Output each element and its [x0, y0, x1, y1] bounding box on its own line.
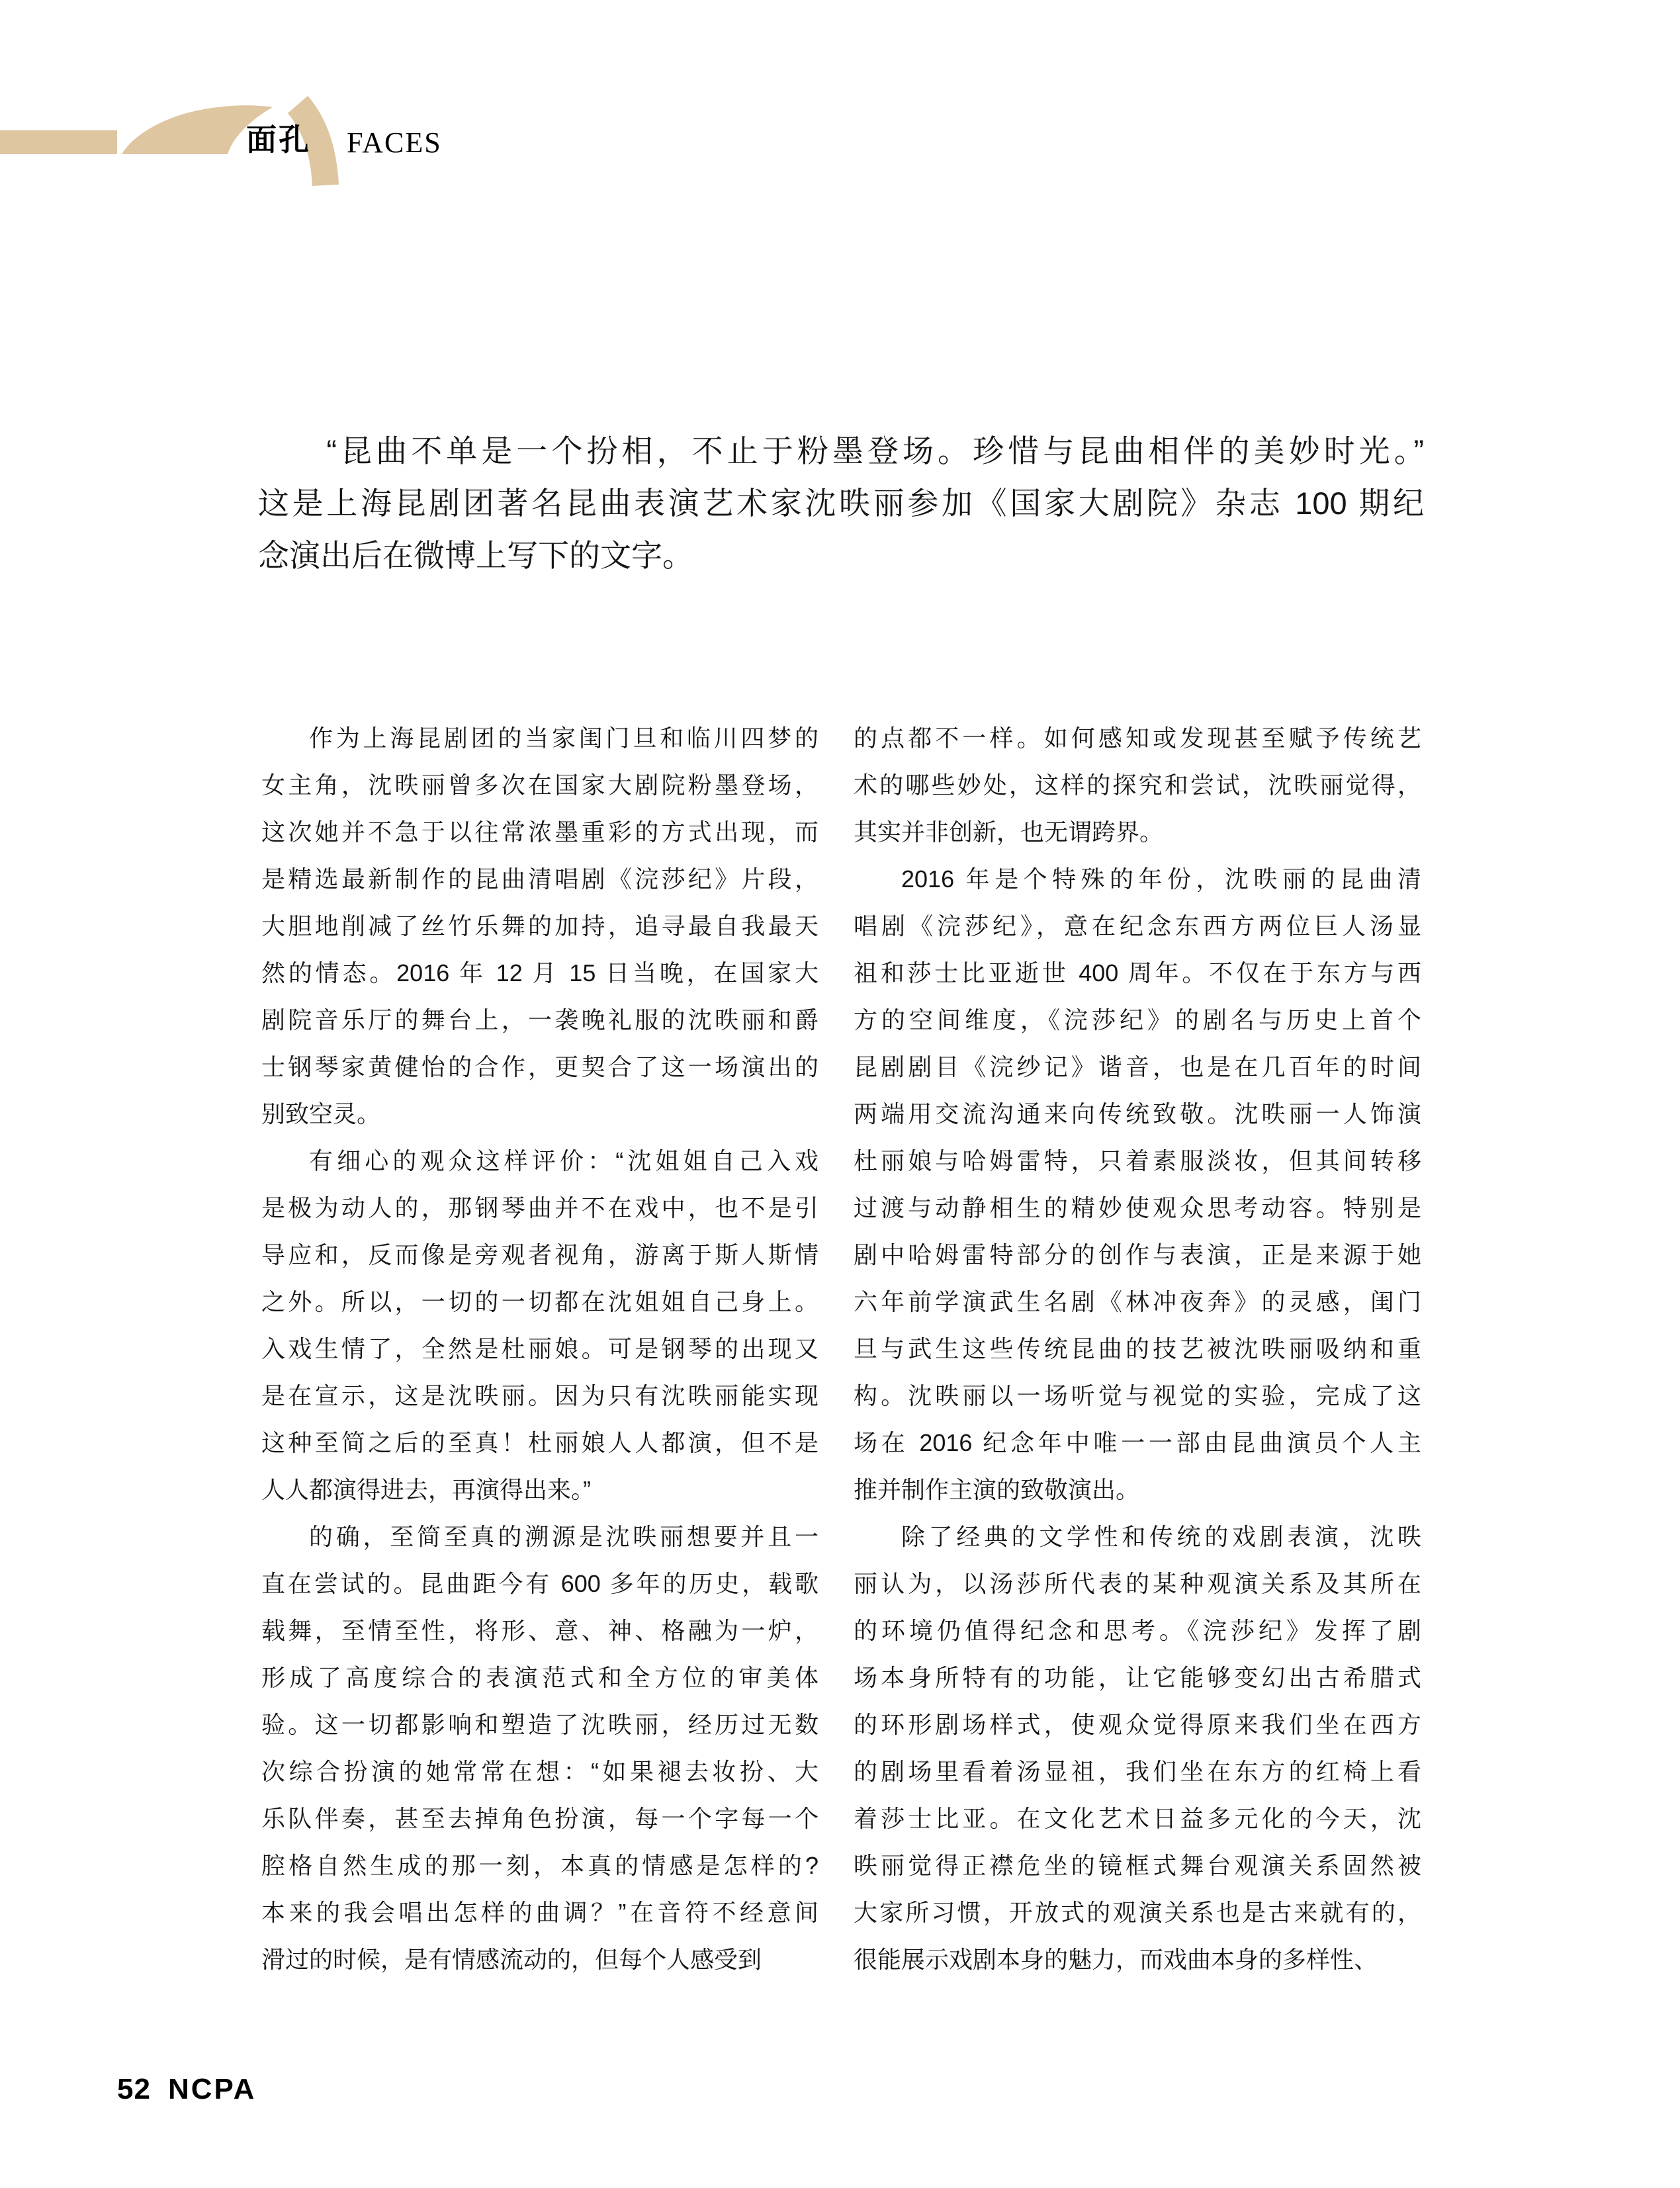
text-line: 是在宣示，这是沈昳丽。因为只有沈昳丽能实现: [261, 1382, 818, 1409]
text-line: 术的哪些妙处，这样的探究和尝试，沈昳丽觉得，: [854, 771, 1421, 799]
text-line: 是精选最新制作的昆曲清唱剧《浣莎纪》片段，: [261, 865, 818, 893]
text-line: 的环形剧场样式，使观众觉得原来我们坐在西方: [854, 1711, 1421, 1738]
text-line: 除了经典的文学性和传统的戏剧表演，沈昳: [901, 1523, 1421, 1550]
text-line: 场在 2016 纪念年中唯一一部由昆曲演员个人主: [854, 1429, 1421, 1456]
text-line: 其实并非创新，也无谓跨界。: [854, 818, 1164, 846]
text-line: 大胆地削减了丝竹乐舞的加持，追寻最自我最天: [261, 912, 818, 940]
text-line: 丽认为，以汤莎所代表的某种观演关系及其所在: [854, 1570, 1421, 1597]
text-line: 腔格自然生成的那一刻，本真的情感是怎样的?: [261, 1852, 818, 1879]
page-footer: [117, 2074, 256, 2105]
header-bar: [0, 130, 117, 154]
text-line: 验。这一切都影响和塑造了沈昳丽，经历过无数: [261, 1711, 818, 1738]
text-line: 唱剧《浣莎纪》，意在纪念东西方两位巨人汤显: [854, 912, 1421, 940]
text-line: 六年前学演武生名剧《林冲夜奔》的灵感，闺门: [854, 1288, 1421, 1315]
article-column-left: [261, 715, 818, 1983]
header-swoosh-graphic: [0, 93, 463, 225]
text-line: 过渡与动静相生的精妙使观众思考动容。特别是: [854, 1194, 1421, 1221]
text-line: 形成了高度综合的表演范式和全方位的审美体: [261, 1664, 818, 1691]
text-line: 次综合扮演的她常常在想：“如果褪去妆扮、大: [261, 1758, 818, 1785]
text-line: 大家所习惯，开放式的观演关系也是古来就有的，: [854, 1899, 1421, 1926]
text-line: 滑过的时候，是有情感流动的，但每个人感受到: [261, 1946, 762, 1973]
text-line: 剧院音乐厅的舞台上，一袭晚礼服的沈昳丽和爵: [261, 1006, 818, 1033]
text-line: 2016 年是个特殊的年份，沈昳丽的昆曲清: [901, 865, 1421, 893]
text-line: 人人都演得进去，再演得出来。”: [261, 1476, 591, 1503]
text-line: 乐队伴奏，甚至去掉角色扮演，每一个字每一个: [261, 1805, 818, 1832]
text-line: 导应和，反而像是旁观者视角，游离于斯人斯情: [261, 1241, 818, 1268]
text-line: 剧中哈姆雷特部分的创作与表演，正是来源于她: [854, 1241, 1421, 1268]
text-line: 然的情态。2016 年 12 月 15 日当晚，在国家大: [261, 959, 818, 986]
text-line: 念演出后在微博上写下的文字。: [258, 538, 693, 573]
text-line: 是极为动人的，那钢琴曲并不在戏中，也不是引: [261, 1194, 818, 1221]
text-line: 载舞，至情至性，将形、意、神、格融为一炉，: [261, 1617, 818, 1644]
text-line: 方的空间维度，《浣莎纪》的剧名与历史上首个: [854, 1006, 1421, 1033]
page-number: 52: [117, 2073, 151, 2105]
text-line: 很能展示戏剧本身的魅力，而戏曲本身的多样性、: [854, 1946, 1378, 1973]
text-line: 的剧场里看着汤显祖，我们坐在东方的红椅上看: [854, 1758, 1421, 1785]
text-line: 构。沈昳丽以一场听觉与视觉的实验，完成了这: [854, 1382, 1421, 1409]
text-line: 的环境仍值得纪念和思考。《浣莎纪》发挥了剧: [854, 1617, 1421, 1644]
text-line: 杜丽娘与哈姆雷特，只着素服淡妆，但其间转移: [854, 1147, 1421, 1174]
text-line: 的点都不一样。如何感知或发现甚至赋予传统艺: [854, 724, 1421, 752]
pull-quote: [258, 425, 1424, 582]
text-line: 之外。所以，一切的一切都在沈姐姐自己身上。: [261, 1288, 818, 1315]
text-line: 入戏生情了，全然是杜丽娘。可是钢琴的出现又: [261, 1335, 818, 1362]
text-line: 的确，至简至真的溯源是沈昳丽想要并且一: [309, 1523, 818, 1550]
text-line: 推并制作主演的致敬演出。: [854, 1476, 1140, 1503]
text-line: 这种至简之后的至真！杜丽娘人人都演，但不是: [261, 1429, 818, 1456]
text-line: 女主角，沈昳丽曾多次在国家大剧院粉墨登场，: [261, 771, 818, 799]
text-line: 本来的我会唱出怎样的曲调？”在音符不经意间: [261, 1899, 818, 1926]
section-title-en: FACES: [347, 126, 442, 159]
text-line: 这是上海昆剧团著名昆曲表演艺术家沈昳丽参加《国家大剧院》杂志 100 期纪: [258, 486, 1424, 521]
text-line: 场本身所特有的功能，让它能够变幻出古希腊式: [854, 1664, 1421, 1691]
text-line: 直在尝试的。昆曲距今有 600 多年的历史，载歌: [261, 1570, 818, 1597]
text-line: 士钢琴家黄健怡的合作，更契合了这一场演出的: [261, 1053, 818, 1080]
text-line: 这次她并不急于以往常浓墨重彩的方式出现，而: [261, 818, 818, 846]
magazine-name: NCPA: [167, 2073, 257, 2105]
text-line: 有细心的观众这样评价：“沈姐姐自己入戏: [309, 1147, 818, 1174]
text-line: 两端用交流沟通来向传统致敬。沈昳丽一人饰演: [854, 1100, 1421, 1127]
text-line: “昆曲不单是一个扮相，不止于粉墨登场。珍惜与昆曲相伴的美妙时光。”: [326, 433, 1424, 468]
text-line: 祖和莎士比亚逝世 400 周年。不仅在于东方与西: [854, 959, 1421, 986]
text-line: 作为上海昆剧团的当家闺门旦和临川四梦的: [309, 724, 818, 752]
text-line: 别致空灵。: [261, 1100, 381, 1127]
text-line: 昳丽觉得正襟危坐的镜框式舞台观演关系固然被: [854, 1852, 1421, 1879]
text-line: 旦与武生这些传统昆曲的技艺被沈昳丽吸纳和重: [854, 1335, 1421, 1362]
text-line: 昆剧剧目《浣纱记》谐音，也是在几百年的时间: [854, 1053, 1421, 1080]
article-column-right: [854, 715, 1421, 1983]
section-title-cn: 面孔: [246, 122, 311, 157]
text-line: 着莎士比亚。在文化艺术日益多元化的今天，沈: [854, 1805, 1421, 1832]
